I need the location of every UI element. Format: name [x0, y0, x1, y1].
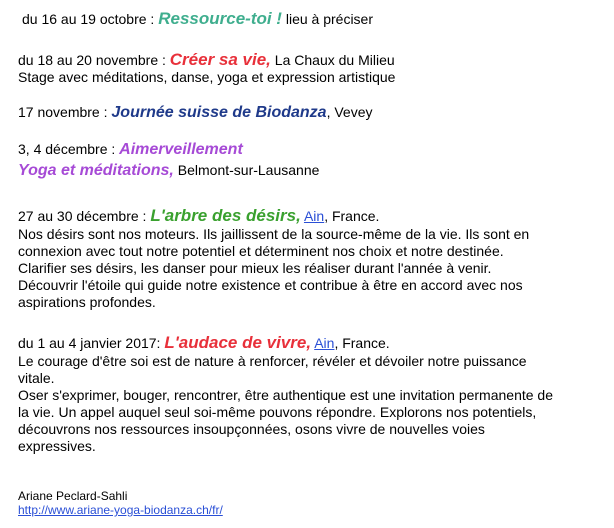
- event-description-line: vitale.: [18, 370, 55, 386]
- event-title: Journée suisse de Biodanza: [111, 104, 327, 121]
- event-description-line: Clarifier ses désirs, les danser pour mieux les réaliser durant l'année à venir.: [18, 260, 492, 276]
- event-ressource-toi: [22, 10, 373, 28]
- event-location: , France.: [324, 208, 380, 224]
- event-date: 17 novembre :: [18, 104, 112, 120]
- event-location: , France.: [334, 335, 390, 351]
- event-creer-sa-vie: [18, 51, 395, 69]
- event-aimerveillement: [18, 140, 243, 159]
- event-date: du 16 au 19 octobre :: [22, 11, 159, 27]
- event-journee-biodanza: [18, 103, 373, 122]
- event-date: du 1 au 4 janvier 2017:: [18, 335, 165, 351]
- event-description-line: expressives.: [18, 438, 96, 454]
- event-location: Belmont-sur-Lausanne: [173, 162, 320, 178]
- event-date: du 18 au 20 novembre :: [18, 52, 170, 68]
- event-location: , Vevey: [326, 104, 373, 120]
- website-link[interactable]: http://www.ariane-yoga-biodanza.ch/fr/: [18, 503, 223, 517]
- event-description: Stage avec méditations, danse, yoga et expression artistique: [18, 69, 396, 85]
- author-name: Ariane Peclard-Sahli: [18, 489, 128, 503]
- event-description-line: découvrons nos ressources insoupçonnées, osons vivre de nouvelles voies: [18, 421, 485, 437]
- event-description-line: Le courage d'être soi est de nature à renforcer, révéler et dévoiler notre puissance: [18, 353, 527, 369]
- event-date: 27 au 30 décembre :: [18, 208, 151, 224]
- event-description-line: Oser s'exprimer, bouger, rencontrer, être authentique est une invitation permanente de: [18, 387, 553, 403]
- event-title: L'arbre des désirs,: [150, 206, 301, 225]
- event-title: L'audace de vivre,: [164, 333, 312, 352]
- event-title: Aimerveillement: [119, 141, 243, 158]
- event-arbre-des-desirs: [18, 207, 379, 225]
- event-title: Yoga et méditations,: [18, 162, 174, 179]
- event-title: Ressource-toi !: [158, 9, 282, 28]
- event-date: 3, 4 décembre :: [18, 141, 120, 157]
- event-location: lieu à préciser: [281, 11, 374, 27]
- event-audace-de-vivre: [18, 334, 390, 352]
- event-description-line: aspirations profondes.: [18, 294, 156, 310]
- event-description-line: Nos désirs sont nos moteurs. Ils jaillissent de la source-même de la vie. Ils sont en: [18, 226, 530, 242]
- ain-link[interactable]: Ain: [314, 335, 335, 351]
- event-description-line: connexion avec tout notre potentiel et déterminent nos choix et notre destinée.: [18, 243, 504, 259]
- ain-link[interactable]: Ain: [303, 208, 325, 224]
- website-link-row: [18, 503, 223, 518]
- event-location: La Chaux du Milieu: [270, 52, 395, 68]
- event-description-line: la vie. Un appel auquel seul soi-même pouvons répondre. Explorons nos potentiels,: [18, 404, 537, 420]
- event-title: Créer sa vie,: [169, 50, 271, 69]
- event-description-line: Découvrir l'étoile qui guide notre existence et contribue à être en accord avec nos: [18, 277, 523, 293]
- event-yoga-meditations: [18, 161, 319, 180]
